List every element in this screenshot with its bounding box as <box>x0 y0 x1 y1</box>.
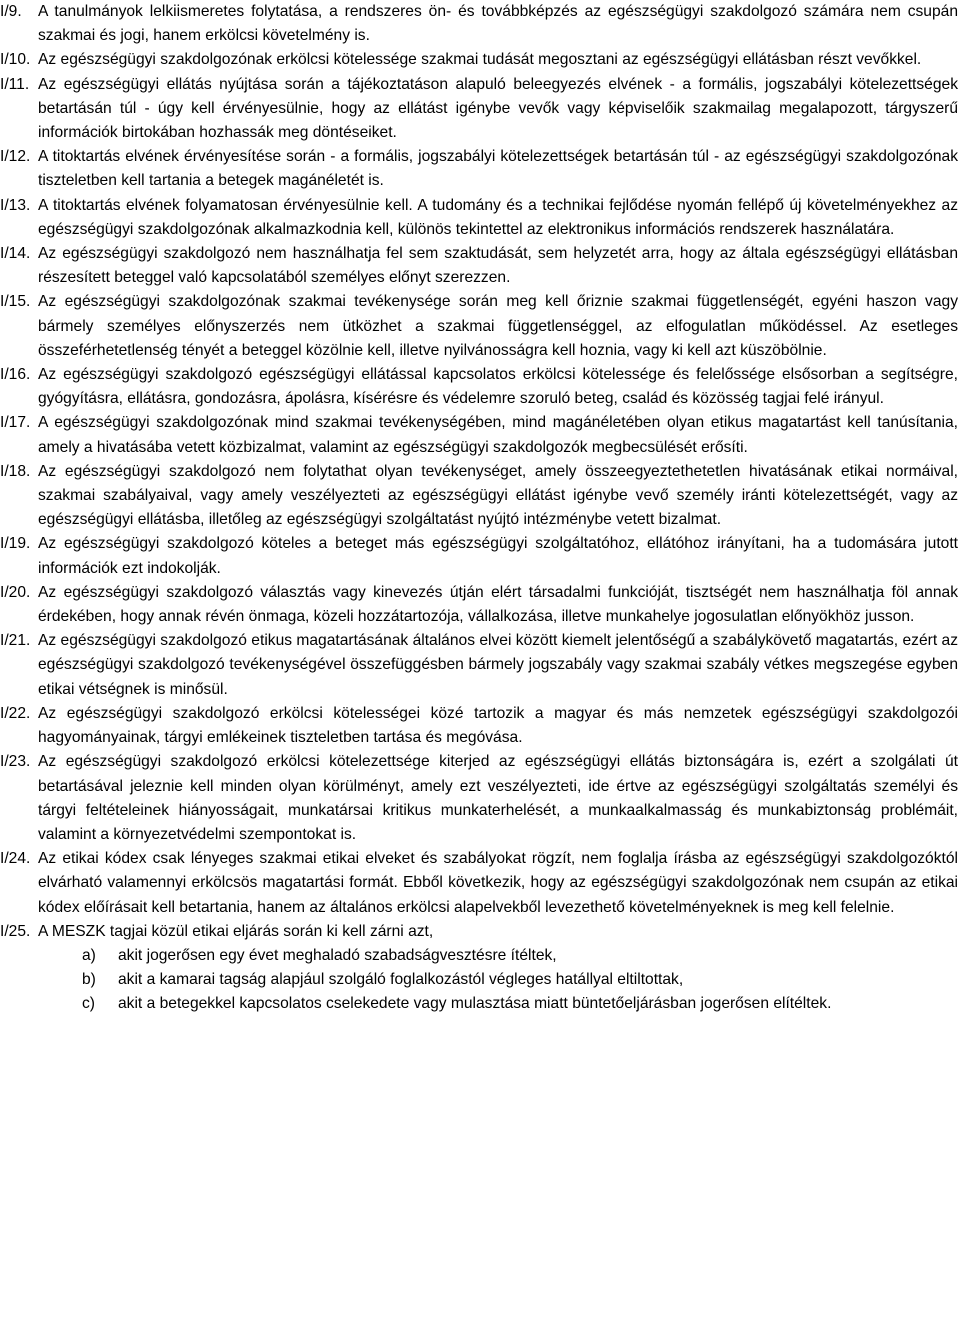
paragraph-text: A egészségügyi szakdolgozónak mind szakmai tevékenységében, mind magánéletében olyan etikus magatartást kell tanúsítania, amely a hivatásába vetett közbizalmat, valamint az egészségügyi szakdolgozók megbecsülését erősíti. <box>38 414 958 456</box>
paragraph-text: Az egészségügyi szakdolgozó nem használhatja fel sem szaktudását, sem helyzetét arra, hogy az általa egészségügyi ellátásban részesített beteggel való kapcsolatából személyes előnyt szerezzen. <box>38 245 958 287</box>
paragraph-number: I/22. <box>0 704 31 722</box>
list-item-c <box>0 992 960 1016</box>
paragraph-text: Az egészségügyi szakdolgozó nem folytathat olyan tevékenységet, amely összeegyeztethetetlen hivatásának etikai normáival, szakmai szabályaival, vagy amely veszélyezteti az egészségügyi ellátást igénybe vevő személy iránti kötelezettségét, vagy az egészségügyi ellátásba, illetőleg az egészségügyi szolgáltatást nyújtó intézménybe vetett bizalmat. <box>38 462 958 529</box>
paragraph-i11 <box>0 73 960 146</box>
paragraph-i20 <box>0 581 960 629</box>
paragraph-text: A titoktartás elvének folyamatosan érvényesülnie kell. A tudomány és a technikai fejlődése nyomán fellépő új követelményekhez az egészségügyi szakdolgozónak alkalmazkodnia kell, különös tekintettel az elektronikus információs rendszerek használatára. <box>38 196 958 238</box>
paragraph-i14 <box>0 242 960 290</box>
paragraph-i15 <box>0 290 960 363</box>
list-item-text: akit a kamarai tagság alapjául szolgáló foglalkozástól végleges hatállyal eltiltottak, <box>118 971 684 989</box>
paragraph-i16 <box>0 363 960 411</box>
paragraph-number: I/12. <box>0 148 31 166</box>
paragraph-text: A tanulmányok lelkiismeretes folytatása, a rendszeres ön- és továbbképzés az egészségügyi szakdolgozó számára nem csupán szakmai és jogi, hanem erkölcsi követelmény is. <box>38 3 958 45</box>
list-item-b <box>0 968 960 992</box>
list-item-text: akit jogerősen egy évet meghaladó szabadságvesztésre ítéltek, <box>118 946 557 964</box>
list-letter: b) <box>82 971 96 989</box>
paragraph-i9 <box>0 0 960 48</box>
paragraph-number: I/17. <box>0 414 31 432</box>
paragraph-number: I/11. <box>0 75 30 93</box>
paragraph-i22 <box>0 702 960 750</box>
paragraph-i25 <box>0 920 960 944</box>
paragraph-number: I/19. <box>0 535 31 553</box>
paragraph-number: I/18. <box>0 462 31 480</box>
paragraph-number: I/20. <box>0 583 31 601</box>
paragraph-number: I/9. <box>0 3 22 20</box>
paragraph-i18 <box>0 460 960 533</box>
paragraph-text: Az egészségügyi szakdolgozónak szakmai tevékenysége során meg kell őriznie szakmai függetlenségét, egyéni haszon vagy bármely személyes előnyszerzés nem ütközhet a szakmai függetlenséggel, az elfogulatlan működéssel. Az esetleges összeférhetetlenség tényét a beteggel közölnie kell, illetve nyilvánosságra kell hoznia, vagy ki kell azt küszöbölnie. <box>38 293 958 359</box>
paragraph-i21 <box>0 629 960 702</box>
paragraph-text: Az egészségügyi szakdolgozó egészségügyi ellátással kapcsolatos erkölcsi kötelessége és felelőssége elsősorban a segítségre, gyógyításra, ellátásra, gondozásra, ápolásra, kísérésre és védelemre szoruló beteg, család és közösség tagjai felé irányul. <box>38 366 958 408</box>
list-item-a <box>0 944 960 968</box>
paragraph-number: I/21. <box>0 632 31 650</box>
paragraph-text: Az egészségügyi ellátás nyújtása során a tájékoztatáson alapuló beleegyezés elvének - a formális, jogszabályi kötelezettségek betartásán túl - úgy kell érvényesülnie, hogy az ellátást igénybe vevők vagy képviselőik szakmailag megalapozott, tárgyszerű információk birtokában hozhassák meg döntéseiket. <box>38 75 958 142</box>
paragraph-text: Az egészségügyi szakdolgozó erkölcsi kötelességei közé tartozik a magyar és más nemzetek egészségügyi szakdolgozói hagyományainak, tárgyi emlékeinek tiszteletben tartása és megóvása. <box>38 704 958 747</box>
paragraph-number: I/23. <box>0 753 31 771</box>
paragraph-i23 <box>0 750 960 847</box>
paragraph-i13 <box>0 194 960 242</box>
paragraph-i17 <box>0 411 960 459</box>
list-letter: a) <box>82 946 96 964</box>
paragraph-number: I/13. <box>0 196 31 214</box>
paragraph-number: I/25. <box>0 922 31 940</box>
paragraph-text: Az egészségügyi szakdolgozó köteles a beteget más egészségügyi szolgáltatóhoz, ellátóhoz irányítani, ha a tudomására jutott információk ezt indokolják. <box>38 535 958 577</box>
paragraph-text: A titoktartás elvének érvényesítése során - a formális, jogszabályi kötelezettségek betartásán túl - az egészségügyi szakdolgozónak tiszteletben kell tartania a betegek magánéletét is. <box>38 148 958 190</box>
paragraph-text: Az etikai kódex csak lényeges szakmai etikai elveket és szabályokat rögzít, nem foglalja írásba az egészségügyi szakdolgozóktól elvárható valamennyi erkölcsös magatartási formát. Ebből következik, hogy az egészségügyi szakdolgozónak nem csupán az etikai kódex előírásait kell betartania, hanem az általános erkölcsi alapelvekből levezethető követelményeknek is meg kell felelnie. <box>38 850 958 916</box>
paragraph-number: I/14. <box>0 245 31 263</box>
paragraph-i19 <box>0 532 960 580</box>
list-letter: c) <box>82 995 95 1013</box>
paragraph-text: Az egészségügyi szakdolgozó választás vagy kinevezés útján elért társadalmi funkcióját, tisztségét nem használhatja föl annak érdekében, hogy annak révén önmaga, közeli hozzátartozója, vállalkozása, illetve munkahelye jogosulatlan előnyökhöz jusson. <box>38 583 958 626</box>
paragraph-text: Az egészségügyi szakdolgozó etikus magatartásának általános elvei között kiemelt jelentőségű a szabálykövető magatartás, ezért az egészségügyi szakdolgozó tevékenységével összefüggésben bármely jogszabály vagy szakmai szabály vétkes megszegése egyben etikai vétségnek is minősül. <box>38 632 958 698</box>
paragraph-i12 <box>0 145 960 193</box>
paragraph-text: A MESZK tagjai közül etikai eljárás során ki kell zárni azt, <box>38 922 434 940</box>
paragraph-i24 <box>0 847 960 920</box>
paragraph-number: I/16. <box>0 366 31 384</box>
paragraph-i10 <box>0 48 960 72</box>
exclusion-list <box>0 944 960 1017</box>
paragraph-number: I/10. <box>0 51 31 69</box>
paragraph-number: I/24. <box>0 850 31 868</box>
paragraph-text: Az egészségügyi szakdolgozó erkölcsi kötelezettsége kiterjed az egészségügyi ellátás biztonságára is, ezért a szolgálati út betartásával jeleznie kell minden olyan körülményt, amely ezt veszélyezteti, ide értve az egészségügyi szolgáltatás személyi és tárgyi feltételeinek hiányosságait, munkatársai kritikus munkaterhelését, a munkaalkalmasság és munkabiztonság problémáit, valamint a környezetvédelmi szempontokat is. <box>38 753 958 843</box>
paragraph-number: I/15. <box>0 293 31 311</box>
list-item-text: akit a betegekkel kapcsolatos cselekedete vagy mulasztása miatt büntetőeljárásban jogerősen elítéltek. <box>118 995 832 1013</box>
paragraph-text: Az egészségügyi szakdolgozónak erkölcsi kötelessége szakmai tudását megosztani az egészségügyi ellátásban részt vevőkkel. <box>38 51 922 69</box>
